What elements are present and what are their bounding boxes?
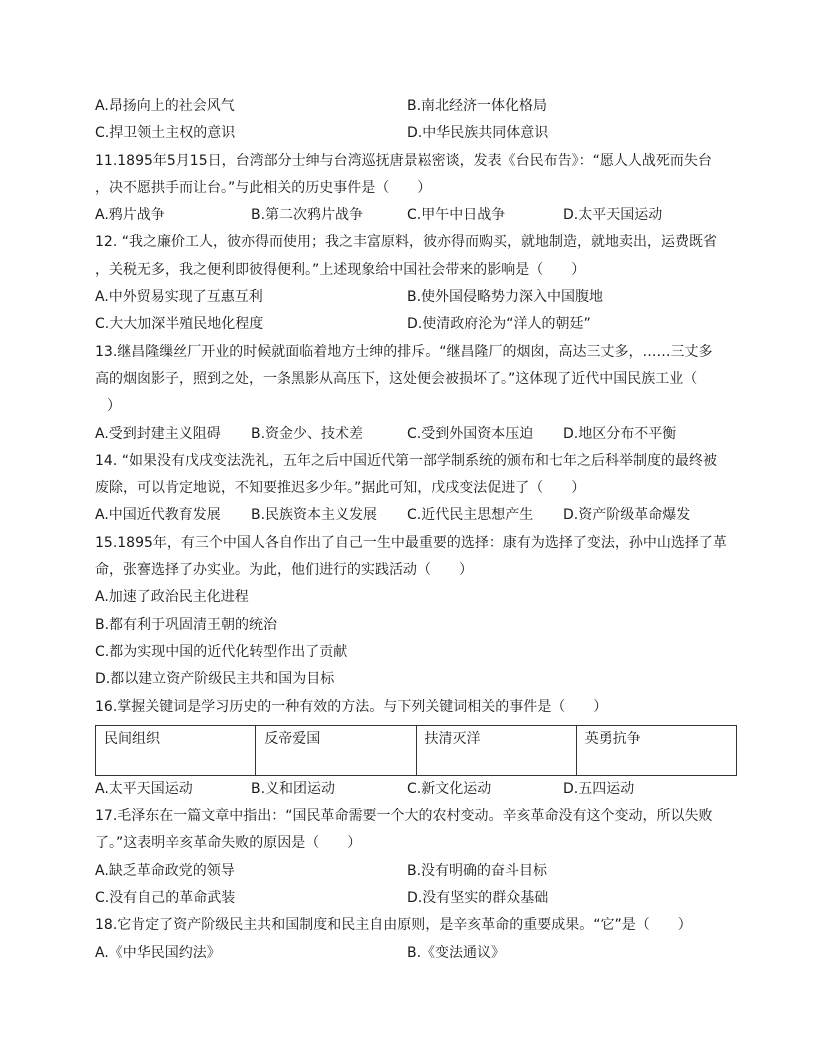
keyword-cell: 民间组织 — [96, 725, 256, 775]
q12-option-c: C.大大加深半殖民地化程度 — [95, 316, 264, 333]
keyword-table — [95, 725, 737, 776]
q12-options-row2 — [95, 311, 737, 338]
q16-option-b: B.义和团运动 — [251, 780, 336, 797]
q15-option-a: A.加速了政治民主化进程 — [95, 589, 249, 606]
q12-option-a: A.中外贸易实现了互惠互利 — [95, 289, 263, 306]
q14-option-b: B.民族资本主义发展 — [251, 507, 378, 524]
q11-options — [95, 202, 737, 229]
q13-option-b: B.资金少、技术差 — [251, 425, 364, 442]
q16-stem-line1: 16.掌握关键词是学习历史的一种有效的方法。与下列关键词相关的事件是（ ） — [95, 698, 608, 715]
q14-option-a: A.中国近代教育发展 — [95, 507, 221, 524]
q10-option-a: A.昂扬向上的社会风气 — [95, 98, 235, 114]
q13-option-c: C.受到外国资本压迫 — [407, 425, 534, 442]
q11-stem-line1: 11.1895年5月15日，台湾部分士绅与台湾巡抚唐景崧密谈，发表《台民布告》：“愿人人战死而失台 — [95, 152, 712, 169]
q13-stem-line3: ） — [107, 398, 121, 415]
q11-stem-line2: ，决不愿拱手而让台。”与此相关的历史事件是（ ） — [95, 179, 432, 196]
q13-stem-line1: 13.继昌隆缫丝厂开业的时候就面临着地方士绅的排斥。“继昌隆厂的烟囱，高达三丈多，……三丈多 — [95, 343, 713, 360]
q11-option-d: D.太平天国运动 — [563, 207, 663, 224]
q12-stem-line1: 12. “我之廉价工人，彼亦得而使用；我之丰富原料，彼亦得而购买，就地制造，就地卖出，运费既省 — [95, 234, 717, 251]
q14-option-c: C.近代民主思想产生 — [407, 507, 534, 524]
q17-stem-line1: 17.毛泽东在一篇文章中指出：“国民革命需要一个大的农村变动。辛亥革命没有这个变动，所以失败 — [95, 808, 713, 825]
q14-stem-line2: 废除，可以肯定地说，不知要推迟多少年。”据此可知，戊戌变法促进了（ ） — [95, 480, 586, 497]
q15-stem-line1: 15.1895年，有三个中国人各自作出了自己一生中最重要的选择：康有为选择了变法，孙中山选择了革 — [95, 534, 727, 551]
q11-option-b: B.第二次鸦片战争 — [251, 207, 364, 224]
q18-option-b: B.《变法通议》 — [407, 944, 506, 961]
q17-option-a: A.缺乏革命政党的领导 — [95, 862, 235, 879]
q16-option-d: D.五四运动 — [563, 780, 635, 797]
q17-option-c: C.没有自己的革命武装 — [95, 890, 236, 907]
q11-option-a: A.鸦片战争 — [95, 207, 165, 224]
q13-options — [95, 421, 737, 448]
q14-stem-line1: 14. “如果没有戊戌变法洗礼，五年之后中国近代第一部学制系统的颁布和七年之后科举制度的最终被 — [95, 452, 717, 469]
q17-option-b: B.没有明确的奋斗目标 — [407, 862, 548, 879]
q18-option-a: A.《中华民国约法》 — [95, 944, 221, 961]
q10-option-d: D.中华民族共同体意识 — [407, 125, 549, 142]
q17-options-row2 — [95, 885, 737, 912]
q16-option-a: A.太平天国运动 — [95, 780, 193, 797]
q12-option-b: B.使外国侵略势力深入中国腹地 — [407, 289, 604, 306]
q13-stem-line2: 高的烟囱影子，照到之处，一条黑影从高压下，这处便会被损坏了。”这体现了近代中国民族工业（ — [95, 370, 698, 387]
q14-option-d: D.资产阶级革命爆发 — [563, 507, 691, 524]
q18-options-row1 — [95, 940, 737, 967]
q17-option-d: D.没有坚实的群众基础 — [407, 890, 549, 907]
q16-option-c: C.新文化运动 — [407, 780, 492, 797]
q15-option-b: B.都有利于巩固清王朝的统治 — [95, 616, 278, 633]
q10-options-row1 — [95, 93, 737, 120]
q16-options — [95, 776, 737, 803]
q12-option-d: D.使清政府沦为“洋人的朝廷” — [407, 316, 591, 333]
q10-option-c: C.捍卫领土主权的意识 — [95, 125, 236, 142]
exam-page — [95, 93, 737, 967]
q12-stem-line2: ，关税无多，我之便利即彼得便利。”上述现象给中国社会带来的影响是（ ） — [95, 261, 586, 278]
q10-options-row2 — [95, 120, 737, 147]
q15-stem-line2: 命，张謇选择了办实业。为此，他们进行的实践活动（ ） — [95, 562, 473, 579]
q11-option-c: C.甲午中日战争 — [407, 207, 506, 224]
q12-options-row1 — [95, 284, 737, 311]
q14-options — [95, 502, 737, 529]
q13-option-d: D.地区分布不平衡 — [563, 425, 677, 442]
q15-option-d: D.都以建立资产阶级民主共和国为目标 — [95, 671, 335, 688]
keyword-row — [96, 725, 737, 775]
keyword-cell: 反帝爱国 — [256, 725, 416, 775]
keyword-cell: 扶清灭洋 — [416, 725, 576, 775]
q18-stem-line1: 18.它肯定了资产阶级民主共和国制度和民主自由原则，是辛亥革命的重要成果。“它”是（ ） — [95, 917, 692, 934]
q17-options-row1 — [95, 858, 737, 885]
q15-option-c: C.都为实现中国的近代化转型作出了贡献 — [95, 643, 348, 660]
q13-option-a: A.受到封建主义阻碍 — [95, 425, 221, 442]
keyword-cell: 英勇抗争 — [576, 725, 736, 775]
q17-stem-line2: 了。”这表明辛亥革命失败的原因是（ ） — [95, 835, 362, 852]
q10-option-b: B.南北经济一体化格局 — [407, 98, 548, 114]
